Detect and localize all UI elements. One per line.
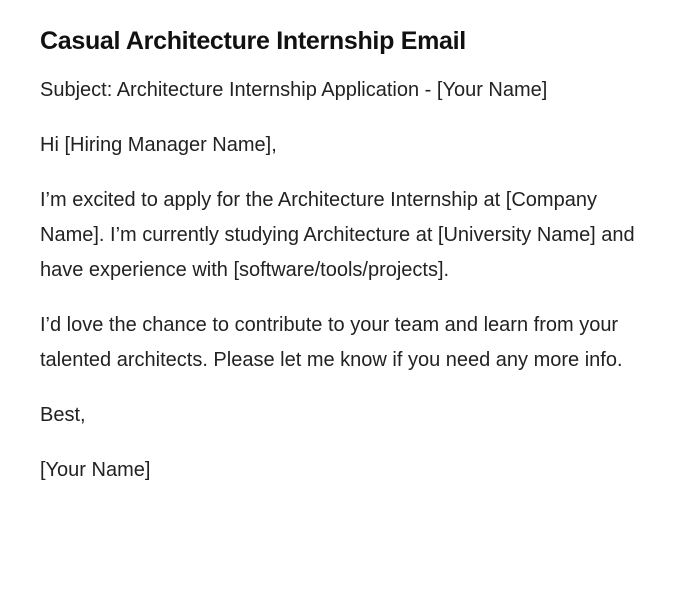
email-paragraph-1: I’m excited to apply for the Architecture Internship at [Company Name]. I’m currently studying Architecture at [University Name] and have experience with [software/tools/projects]. [40,189,635,281]
document-title: Casual Architecture Internship Email [40,27,466,55]
email-signature: [Your Name] [40,459,151,481]
email-greeting: Hi [Hiring Manager Name], [40,134,277,156]
email-closing: Best, [40,404,86,426]
email-paragraph-2: I’d love the chance to contribute to your team and learn from your talented architects. Please let me know if you need any more info. [40,314,623,371]
email-subject: Subject: Architecture Internship Application - [Your Name] [40,79,548,101]
